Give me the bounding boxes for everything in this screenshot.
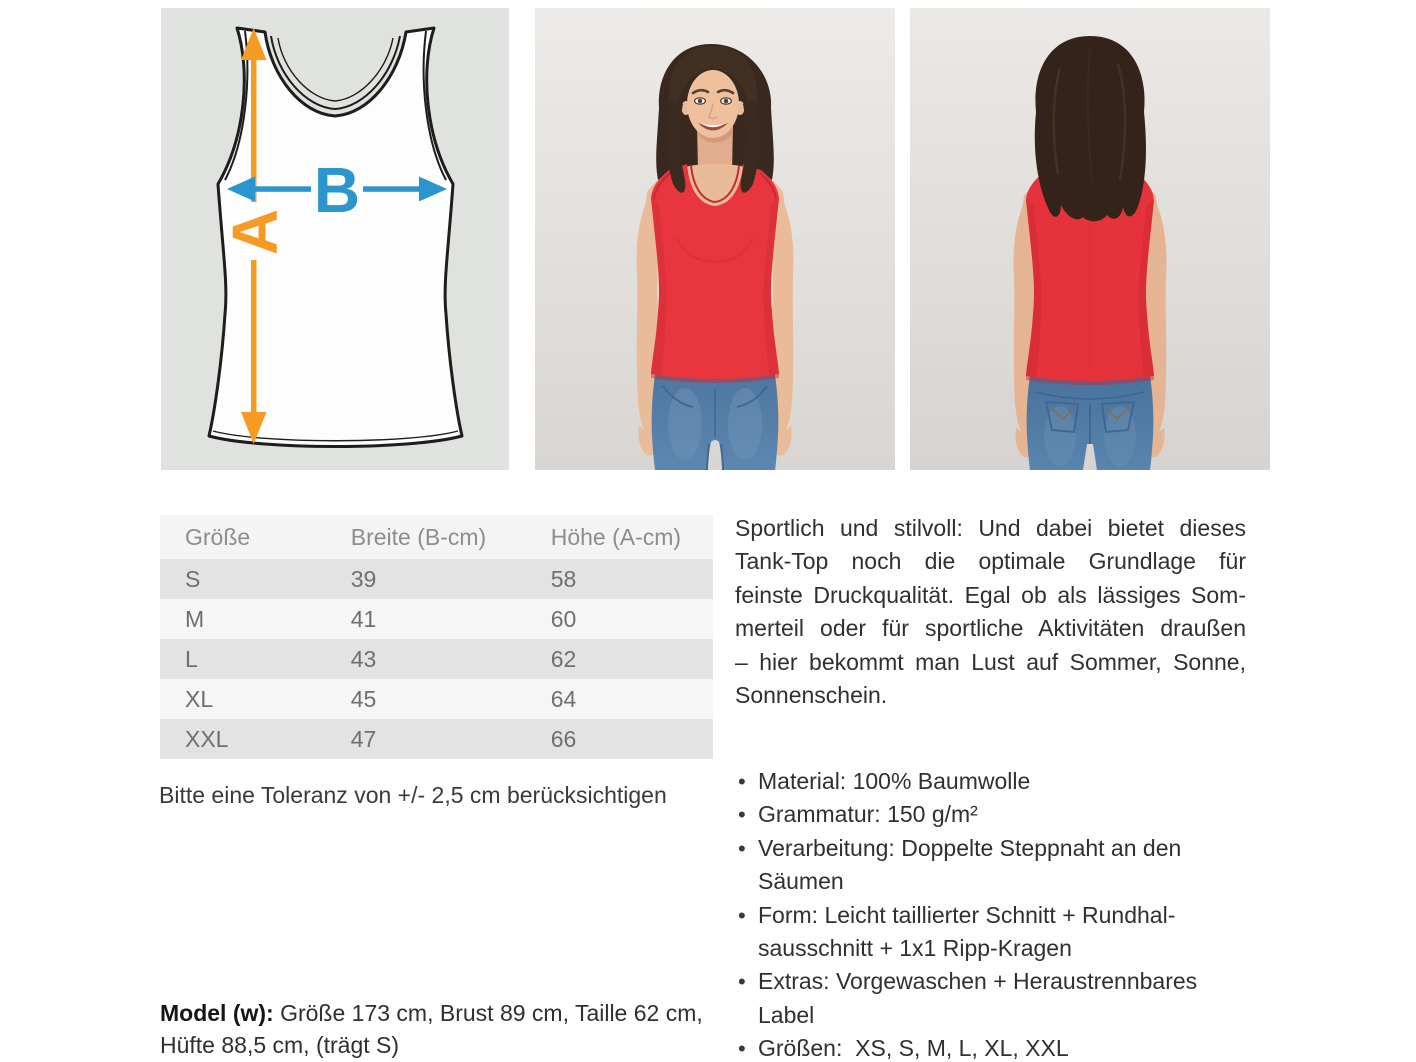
feature-item-extras bbox=[737, 965, 1251, 1032]
woman-back bbox=[1014, 36, 1167, 470]
size-cell: M bbox=[160, 599, 351, 639]
size-cell: XXL bbox=[160, 719, 351, 759]
hoehe-cell: 58 bbox=[551, 559, 713, 599]
column-header-hoehe: Höhe (A-cm) bbox=[551, 515, 713, 559]
description-line: – hier bekommt man Lust auf Sommer, Sonne, bbox=[735, 648, 1246, 675]
hoehe-cell: 66 bbox=[551, 719, 713, 759]
feature-line: Label bbox=[758, 1001, 815, 1028]
woman-front bbox=[637, 44, 794, 470]
feature-line: • Grammatur: 150 g/m² bbox=[758, 801, 978, 828]
feature-item-grammatur bbox=[737, 798, 1251, 831]
table-row-l bbox=[160, 639, 713, 679]
feature-line: • Verarbeitung: Doppelte Steppnaht an den bbox=[758, 834, 1182, 861]
table-row-xl bbox=[160, 679, 713, 719]
description-line: Tank-Top noch die optimale Grundlage für bbox=[735, 548, 1246, 575]
size-cell: L bbox=[160, 639, 351, 679]
feature-line: Säumen bbox=[758, 868, 844, 895]
feature-line: • Material: 100% Baumwolle bbox=[758, 768, 1031, 794]
model-info bbox=[160, 998, 742, 1061]
feature-line: • Form: Leicht taillierter Schnitt + Rundhal- bbox=[758, 901, 1176, 928]
feature-item-material bbox=[737, 765, 1251, 798]
table-row-m bbox=[160, 599, 713, 639]
breite-cell: 39 bbox=[351, 559, 551, 599]
front-photo-illustration bbox=[535, 8, 895, 470]
table-row-xxl bbox=[160, 719, 713, 759]
label-a: A bbox=[219, 208, 291, 256]
back-photo-illustration bbox=[910, 8, 1270, 470]
column-header-groesse: Größe bbox=[160, 515, 351, 559]
feature-line: • Extras: Vorgewaschen + Heraustrennbares bbox=[758, 968, 1198, 995]
size-cell: S bbox=[160, 559, 351, 599]
description-line: feinste Druckqualität. Egal ob als lässiges Som- bbox=[735, 581, 1246, 608]
table-row-s bbox=[160, 559, 713, 599]
tolerance-note: Bitte eine Toleranz von +/- 2,5 cm berücksichtigen bbox=[159, 782, 667, 808]
label-b: B bbox=[313, 154, 361, 226]
size-table bbox=[160, 515, 713, 759]
size-cell: XL bbox=[160, 679, 351, 719]
size-diagram-illustration bbox=[161, 8, 509, 470]
product-photo-back bbox=[910, 8, 1270, 470]
size-diagram bbox=[161, 8, 509, 470]
breite-cell: 47 bbox=[351, 719, 551, 759]
breite-cell: 41 bbox=[351, 599, 551, 639]
feature-line: • Größen: XS, S, M, L, XL, XXL bbox=[758, 1035, 1069, 1062]
description-line: Sonnenschein. bbox=[735, 682, 888, 709]
hoehe-cell: 64 bbox=[551, 679, 713, 719]
breite-cell: 45 bbox=[351, 679, 551, 719]
feature-item-groessen bbox=[737, 1032, 1251, 1062]
hoehe-cell: 60 bbox=[551, 599, 713, 639]
feature-list bbox=[737, 765, 1251, 1062]
breite-cell: 43 bbox=[351, 639, 551, 679]
feature-line: sausschnitt + 1x1 Ripp-Kragen bbox=[758, 935, 1072, 962]
hoehe-cell: 62 bbox=[551, 639, 713, 679]
column-header-breite: Breite (B-cm) bbox=[351, 515, 551, 559]
description-line: Sportlich und stilvoll: Und dabei bietet dieses bbox=[735, 515, 1246, 541]
model-info-text: Größe 173 cm, Brust 89 cm, Taille 62 cm, Hüfte 88,5 cm, (trägt S) bbox=[160, 1000, 703, 1058]
feature-item-form bbox=[737, 899, 1251, 966]
description-line: merteil oder für sportliche Aktivitäten draußen bbox=[735, 615, 1246, 642]
model-info-label: Model (w): bbox=[160, 1000, 274, 1026]
feature-item-verarbeitung bbox=[737, 832, 1251, 899]
size-table-header-row bbox=[160, 515, 713, 559]
product-description bbox=[735, 512, 1246, 712]
product-photo-front bbox=[535, 8, 895, 470]
